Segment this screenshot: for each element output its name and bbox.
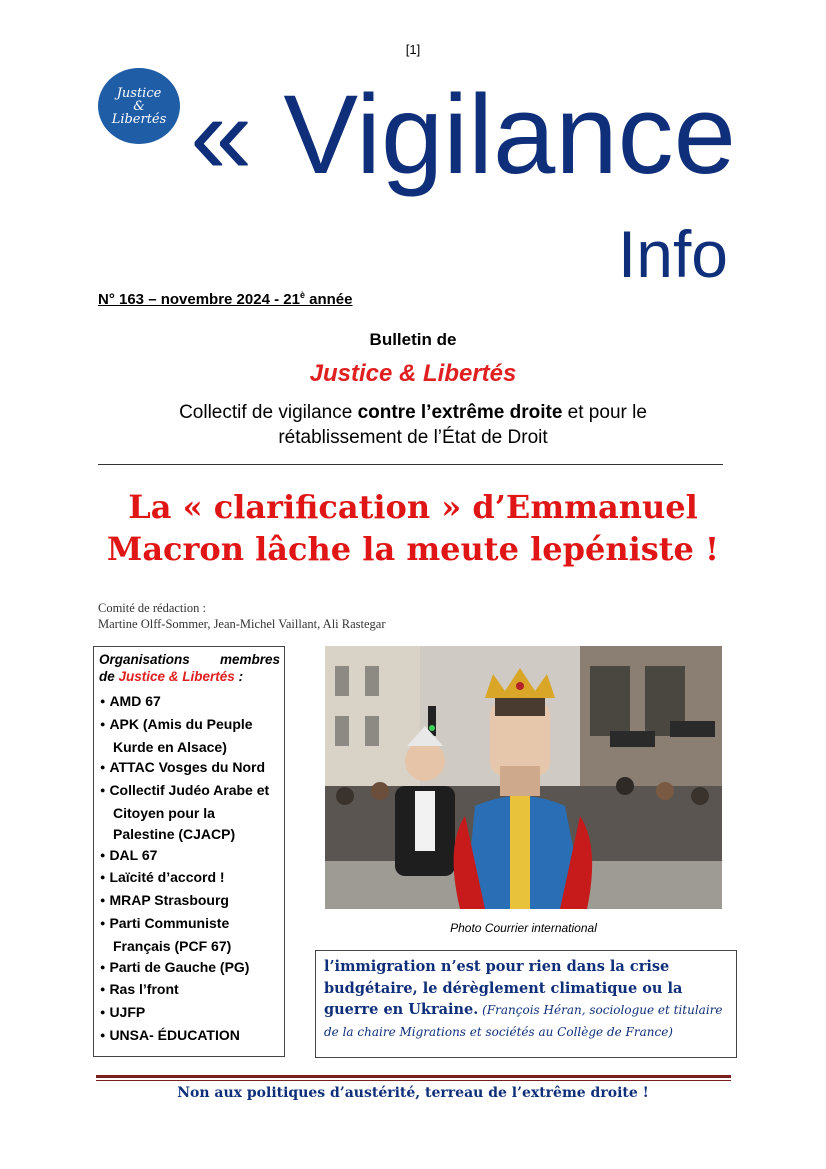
organization-name: Justice & Libertés (309, 360, 517, 387)
subtitle-bold: contre l’extrême droite (357, 402, 563, 423)
quote-source: (François Héran, sociologue et titulaire de la chaire Migrations et sociétés au Collège de France) (324, 1003, 723, 1039)
members-heading-suffix: : (234, 669, 244, 684)
footer-slogan: Non aux politiques d’austérité, terreau de l’extrême droite ! (177, 1085, 649, 1101)
masthead-title: « Vigilance (190, 72, 736, 197)
members-heading: Organisations membres (99, 652, 280, 667)
issue-text: N° 163 – novembre 2024 - 21 (98, 291, 300, 308)
list-item: ● UJFP (99, 1002, 280, 1025)
list-item: ● DAL 67 (99, 845, 280, 868)
issue-suffix: année (304, 291, 353, 308)
editorial-committee (98, 600, 386, 632)
headline: La « clarification » d’Emmanuel Macron lâche la meute lepéniste ! (106, 488, 720, 568)
photo-illustration (325, 646, 722, 909)
list-item: ● APK (Amis du Peuple Kurde en Alsace) (99, 714, 280, 758)
members-heading-2 (99, 668, 280, 685)
subtitle-part-1: Collectif de vigilance (179, 402, 358, 423)
list-item: ● ATTAC Vosges du Nord (99, 757, 280, 780)
page-number: [1] (405, 42, 421, 57)
collective-description (120, 400, 706, 450)
list-item: ● Parti Communiste Français (PCF 67) (99, 913, 280, 957)
list-item: ● MRAP Strasbourg (99, 890, 280, 913)
list-item: ● Parti de Gauche (PG) (99, 957, 280, 980)
logo-line-1: Justice (116, 85, 162, 101)
footer-divider (96, 1075, 731, 1081)
list-item: ● AMD 67 (99, 691, 280, 714)
logo-line-3: Libertés (111, 111, 167, 127)
issue-line (98, 290, 353, 308)
committee-names: Martine Olff-Sommer, Jean-Michel Vaillant, Ali Rastegar (98, 617, 386, 631)
justice-libertes-logo (98, 68, 180, 144)
list-item: ● Collectif Judéo Arabe et Citoyen pour la Palestine (CJACP) (99, 780, 280, 844)
members-heading-org: Justice & Libertés (118, 669, 235, 684)
members-heading-prefix: de (99, 669, 119, 684)
issue-sup: è (299, 290, 305, 300)
bulletin-label: Bulletin de (369, 330, 457, 349)
header-divider (98, 464, 723, 465)
member-organizations-box (93, 646, 285, 1057)
masthead-subtitle: Info (617, 217, 728, 291)
protest-photo (325, 646, 722, 909)
members-list (99, 691, 280, 1048)
photo-caption: Photo Courrier international (450, 921, 597, 935)
subtitle-part-2: et pour le rétablissement de l’État de Droit (278, 402, 647, 448)
list-item: ● UNSA- ÉDUCATION (99, 1025, 280, 1048)
list-item: ● Laïcité d’accord ! (99, 867, 280, 890)
list-item: ● Ras l’front (99, 979, 280, 1002)
logo-line-2: & (133, 98, 145, 114)
committee-label: Comité de rédaction : (98, 601, 206, 615)
quote-box (315, 950, 737, 1058)
quote-text: l’immigration n’est pour rien dans la crise budgétaire, le dérèglement climatique ou la guerre en Ukraine. (324, 958, 683, 1018)
